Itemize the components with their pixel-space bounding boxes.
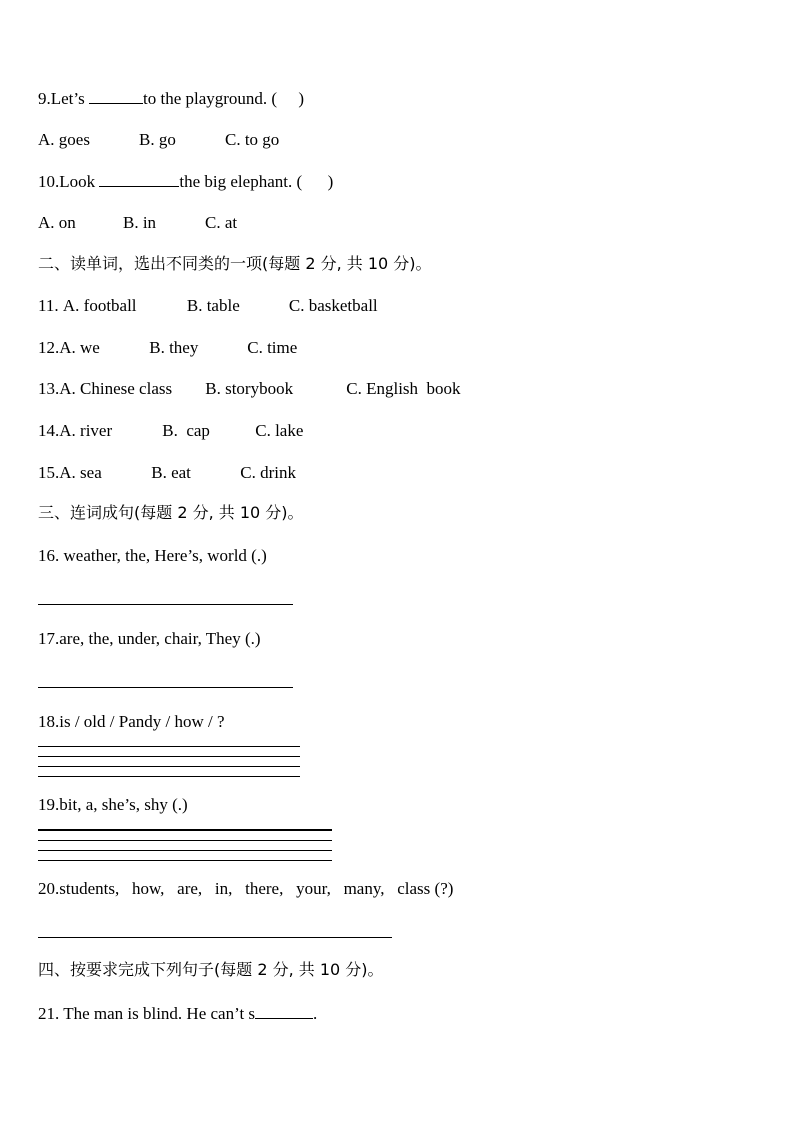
option-c: C. time [247, 338, 298, 357]
question-21-text-before: 21. The man is blind. He can’t s [38, 1004, 256, 1023]
option-a: A. we [59, 338, 100, 357]
question-11 [38, 296, 378, 316]
answer-line-20[interactable] [38, 937, 392, 938]
option-b: B. they [149, 338, 199, 357]
option-c: C. to go [225, 130, 280, 149]
option-a: A. Chinese class [59, 379, 173, 398]
option-a: A. sea [59, 463, 102, 482]
option-a: A. on [38, 213, 76, 232]
answer-lines-19[interactable] [38, 829, 332, 870]
section-4-heading: 四、按要求完成下列句子(每题 2 分, 共 10 分)。 [38, 960, 384, 979]
question-number: 14. [38, 421, 60, 440]
option-b: B. table [186, 296, 240, 315]
question-number: 13. [38, 379, 60, 398]
option-c: C. lake [255, 421, 304, 440]
question-10-options [38, 213, 237, 233]
question-10 [38, 171, 333, 192]
option-b: B. eat [151, 463, 191, 482]
question-10-text-before: 10.Look [38, 172, 100, 191]
option-c: C. English book [346, 379, 461, 398]
option-b: B. in [123, 213, 157, 232]
question-9-options [38, 130, 279, 150]
question-21-blank[interactable] [255, 1003, 313, 1019]
question-19: 19.bit, a, she’s, shy (.) [38, 795, 188, 814]
question-number: 12. [38, 338, 60, 357]
answer-line-16[interactable] [38, 604, 293, 605]
option-a: A. river [59, 421, 113, 440]
option-c: C. basketball [288, 296, 378, 315]
option-c: C. at [205, 213, 238, 232]
section-3-heading: 三、连词成句(每题 2 分, 共 10 分)。 [38, 503, 304, 522]
question-number: 11. [38, 296, 59, 315]
option-b: B. cap [162, 421, 210, 440]
answer-lines-18[interactable] [38, 746, 300, 786]
question-9-text-before: 9.Let’s [38, 89, 89, 108]
question-9 [38, 88, 304, 109]
section-2-heading: 二、读单词，选出不同类的一项(每题 2 分, 共 10 分)。 [38, 254, 432, 273]
question-16: 16. weather, the, Here’s, world (.) [38, 546, 267, 565]
question-20: 20.students, how, are, in, there, your, many, class (?) [38, 879, 454, 898]
question-21 [38, 1003, 317, 1024]
option-a: A. football [62, 296, 137, 315]
question-17: 17.are, the, under, chair, They (.) [38, 629, 261, 648]
question-9-text-after: to the playground. ( ) [143, 89, 304, 108]
question-21-text-after: . [313, 1004, 318, 1023]
answer-line-17[interactable] [38, 687, 293, 688]
question-10-text-after: the big elephant. ( ) [179, 172, 334, 191]
question-10-blank[interactable] [99, 171, 179, 187]
question-18: 18.is / old / Pandy / how / ? [38, 712, 225, 731]
question-12 [38, 338, 297, 358]
option-b: B. storybook [205, 379, 294, 398]
question-15 [38, 463, 296, 483]
question-13 [38, 379, 461, 399]
option-a: A. goes [38, 130, 90, 149]
option-c: C. drink [240, 463, 296, 482]
question-number: 15. [38, 463, 60, 482]
question-14 [38, 421, 303, 441]
question-9-blank[interactable] [89, 88, 143, 104]
option-b: B. go [139, 130, 176, 149]
